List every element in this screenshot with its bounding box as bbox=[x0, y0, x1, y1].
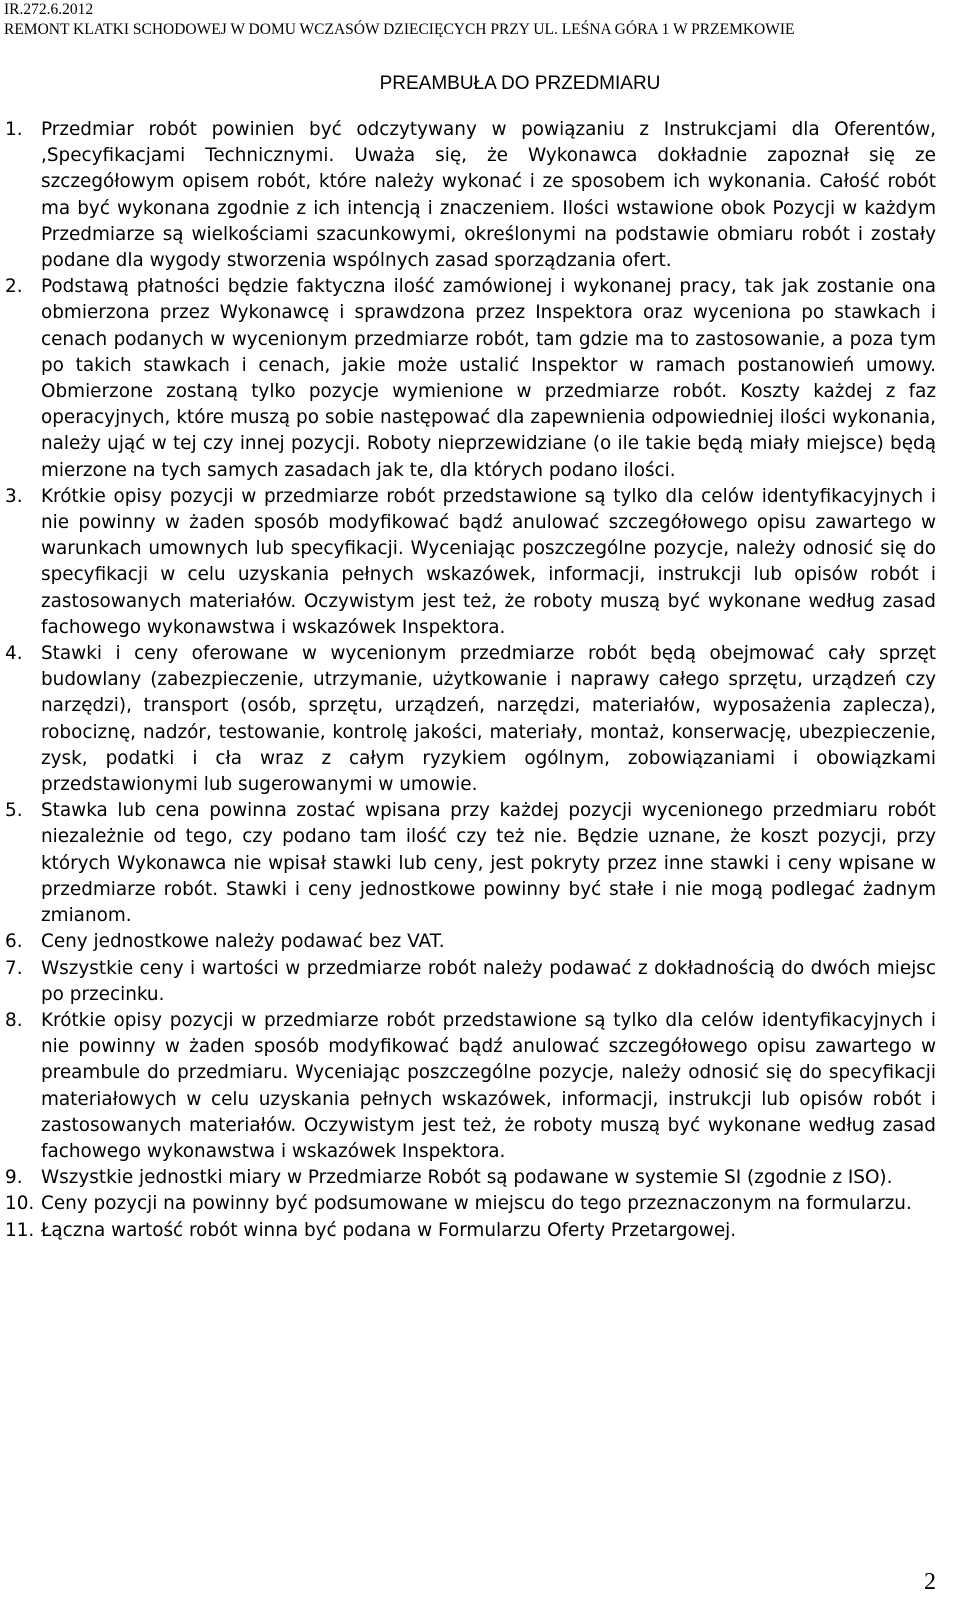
item-number: 1. bbox=[5, 119, 23, 140]
item-text: Krótkie opisy pozycji w przedmiarze robót przedstawione są tylko dla celów identyfikacyjnych i nie powinny w żaden sposób modyfikować bądź anulować szczegółowego opisu zawartego w preambule do przedmiaru. Wyceniając poszczególne pozycje, należy odnosić się do specyfikacji materiałowych w celu uzyskania pełnych wskazówek, informacji, instrukcji lub opisów robót i zastosowanych materiałów. Oczywistym jest też, że roboty muszą być wykonane według zasad fachowego wykonawstwa i wskazówek Inspektora. bbox=[41, 1009, 936, 1162]
list-item bbox=[0, 274, 960, 484]
item-number: 7. bbox=[5, 957, 23, 979]
list-item bbox=[0, 1165, 960, 1191]
document-reference: IR.272.6.2012 bbox=[4, 1, 94, 18]
project-title: REMONT KLATKI SCHODOWEJ W DOMU WCZASÓW DZIECIĘCYCH PRZY UL. LEŚNA GÓRA 1 W PRZEMKOWIE bbox=[4, 21, 795, 38]
page-number: 2 bbox=[924, 1569, 936, 1595]
list-item bbox=[0, 1218, 960, 1244]
list-item bbox=[0, 956, 960, 1008]
item-number: 5. bbox=[5, 800, 23, 822]
list-item bbox=[0, 798, 960, 929]
item-number: 11. bbox=[5, 1219, 35, 1241]
list-item bbox=[0, 929, 960, 955]
page-header bbox=[4, 0, 956, 40]
item-number: 9. bbox=[5, 1167, 23, 1189]
section-title: PREAMBUŁA DO PRZEDMIARU bbox=[379, 73, 661, 94]
preamble-list bbox=[0, 117, 960, 1244]
item-text: Przedmiar robót powinien być odczytywany w powiązaniu z Instrukcjami dla Oferentów, ,Specyfikacjami Technicznymi. Uważa się, że Wykonawca dokładnie zapoznał się ze szczegółowym opisem robót, które należy wykonać i ze sposobem ich wykonania. Całość robót ma być wykonana zgodnie z ich intencją i znaczeniem. Ilości wstawione obok Pozycji w każdym Przedmiarze są wielkościami szacunkowymi, określonymi na podstawie obmiaru robót i zostały podane dla wygody stworzenia wspólnych zasad sporządzania ofert. bbox=[41, 119, 936, 272]
item-number: 6. bbox=[5, 931, 23, 953]
item-text: Stawki i ceny oferowane w wycenionym przedmiarze robót będą obejmować cały sprzęt budowlany (zabezpieczenie, utrzymanie, użytkowanie i naprawy całego sprzętu, urządzeń czy narzędzi), transport (osób, sprzętu, urządzeń, narzędzi, materiałów, wyposażenia zaplecza), robociznę, nadzór, testowanie, kontrolę jakości, materiały, montaż, konserwację, ubezpieczenie, zysk, podatki i cła wraz z całym ryzykiem ogólnym, zobowiązaniami i obowiązkami przedstawionymi lub sugerowanymi w umowie. bbox=[41, 643, 936, 796]
item-text: Podstawą płatności będzie faktyczna ilość zamówionej i wykonanej pracy, tak jak zostanie ona obmierzona przez Wykonawcę i sprawdzona przez Inspektora oraz wyceniona po stawkach i cenach podanych w wycenionym przedmiarze robót, tam gdzie ma to zastosowanie, a poza tym po takich stawkach i cenach, jakie może ustalić Inspektor w ramach postanowień umowy. Obmierzone zostaną tylko pozycje wymienione w przedmiarze robót. Koszty każdej z faz operacyjnych, które muszą po sobie następować dla zapewnienia odpowiedniej ilości wykonania, należy ująć w tej czy innej pozycji. Roboty nieprzewidziane (o ile takie będą miały miejsce) będą mierzone na tych samych zasadach jak te, dla których podano ilości. bbox=[41, 276, 936, 481]
item-number: 2. bbox=[5, 276, 23, 298]
list-item bbox=[0, 117, 960, 274]
item-text: Ceny jednostkowe należy podawać bez VAT. bbox=[41, 931, 445, 953]
list-item bbox=[0, 1191, 960, 1217]
item-number: 8. bbox=[5, 1009, 23, 1031]
list-item bbox=[0, 641, 960, 798]
list-item bbox=[0, 1008, 960, 1165]
item-number: 10. bbox=[5, 1193, 35, 1215]
item-number: 3. bbox=[5, 485, 23, 507]
list-item bbox=[0, 484, 960, 641]
item-text: Wszystkie ceny i wartości w przedmiarze robót należy podawać z dokładnością do dwóch miejsc po przecinku. bbox=[41, 957, 936, 1005]
item-number: 4. bbox=[5, 643, 23, 665]
item-text: Wszystkie jednostki miary w Przedmiarze Robót są podawane w systemie SI (zgodnie z ISO). bbox=[41, 1167, 893, 1189]
item-text: Krótkie opisy pozycji w przedmiarze robót przedstawione są tylko dla celów identyfikacyjnych i nie powinny w żaden sposób modyfikować bądź anulować szczegółowego opisu zawartego w warunkach umownych lub specyfikacji. Wyceniając poszczególne pozycje, należy odnosić się do specyfikacji w celu uzyskania pełnych wskazówek, informacji, instrukcji lub opisów robót i zastosowanych materiałów. Oczywistym jest też, że roboty muszą być wykonane według zasad fachowego wykonawstwa i wskazówek Inspektora. bbox=[41, 485, 936, 638]
item-text: Stawka lub cena powinna zostać wpisana przy każdej pozycji wycenionego przedmiaru robót niezależnie od tego, czy podano tam ilość czy też nie. Będzie uznane, że koszt pozycji, przy których Wykonawca nie wpisał stawki lub ceny, jest pokryty przez inne stawki i ceny wpisane w przedmiarze robót. Stawki i ceny jednostkowe powinny być stałe i nie mogą podlegać żadnym zmianom. bbox=[41, 800, 936, 927]
item-text: Ceny pozycji na powinny być podsumowane w miejscu do tego przeznaczonym na formularzu. bbox=[41, 1193, 912, 1215]
item-text: Łączna wartość robót winna być podana w Formularzu Oferty Przetargowej. bbox=[41, 1219, 737, 1241]
